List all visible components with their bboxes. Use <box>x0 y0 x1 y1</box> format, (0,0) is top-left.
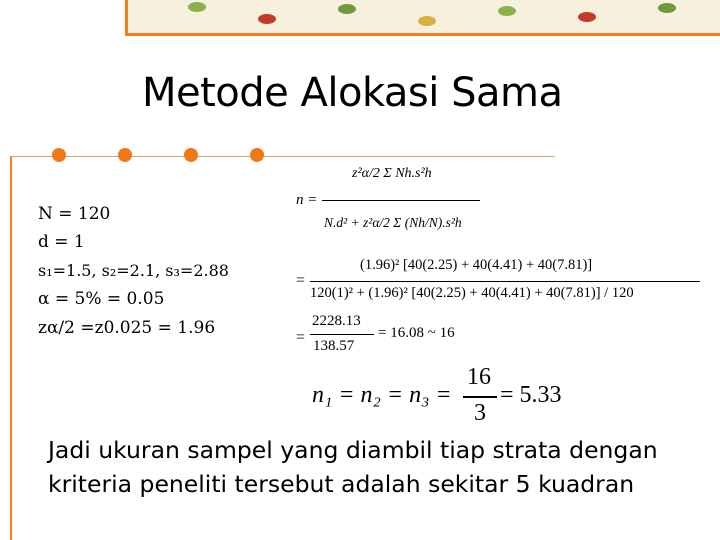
bullet-dot-icon <box>52 148 66 162</box>
fraction-line <box>310 334 374 335</box>
given-z: zα/2 =z0.025 = 1.96 <box>38 318 216 338</box>
formula-top-denominator: N.d² + z²α/2 Σ (Nh/N).s²h <box>324 215 462 230</box>
given-d: d = 1 <box>38 232 85 252</box>
leaf-icon <box>338 4 356 14</box>
decorative-banner <box>125 0 720 36</box>
allocation-denominator: 3 <box>474 400 486 426</box>
page-title: Metode Alokasi Sama <box>142 70 563 116</box>
step3-result: = 16.08 ~ 16 <box>378 325 455 341</box>
allocation-numerator: 16 <box>467 364 491 390</box>
formula-n-label: n = <box>296 192 318 208</box>
step3-numerator: 2228.13 <box>312 313 361 329</box>
divider <box>10 156 555 157</box>
allocation-result: = 5.33 <box>500 382 562 408</box>
bullet-dot-icon <box>250 148 264 162</box>
step2-denominator: 120(1)² + (1.96)² [40(2.25) + 40(4.41) + 40(7.81)] / 120 <box>310 285 634 301</box>
flower-icon <box>258 14 276 24</box>
divider-vertical <box>10 157 12 540</box>
flower-icon <box>578 12 596 22</box>
formula-top-numerator: z²α/2 Σ Nh.s²h <box>352 166 432 181</box>
conclusion-text: Jadi ukuran sampel yang diambil tiap strata dengan kriteria peneliti tersebut adalah sekitar 5 kuadran <box>48 436 658 498</box>
step2-numerator: (1.96)² [40(2.25) + 40(4.41) + 40(7.81)] <box>360 257 593 273</box>
step3-denominator: 138.57 <box>313 338 355 354</box>
leaf-icon <box>498 6 516 16</box>
fraction-line <box>310 281 700 282</box>
given-s: s₁=1.5, s₂=2.1, s₃=2.88 <box>38 261 229 280</box>
leaf-icon <box>188 2 206 12</box>
bullet-dot-icon <box>118 148 132 162</box>
leaf-icon <box>658 3 676 13</box>
fraction-line <box>463 396 497 398</box>
step2-equals: = <box>296 272 306 289</box>
bullet-dot-icon <box>184 148 198 162</box>
flower-icon <box>418 16 436 26</box>
allocation-lhs: n₁ = n₂ = n₃ = <box>312 382 452 408</box>
fraction-line <box>322 200 480 201</box>
given-alpha: α = 5% = 0.05 <box>38 289 165 309</box>
step3-equals: = <box>296 329 306 346</box>
given-n: N = 120 <box>38 204 111 224</box>
